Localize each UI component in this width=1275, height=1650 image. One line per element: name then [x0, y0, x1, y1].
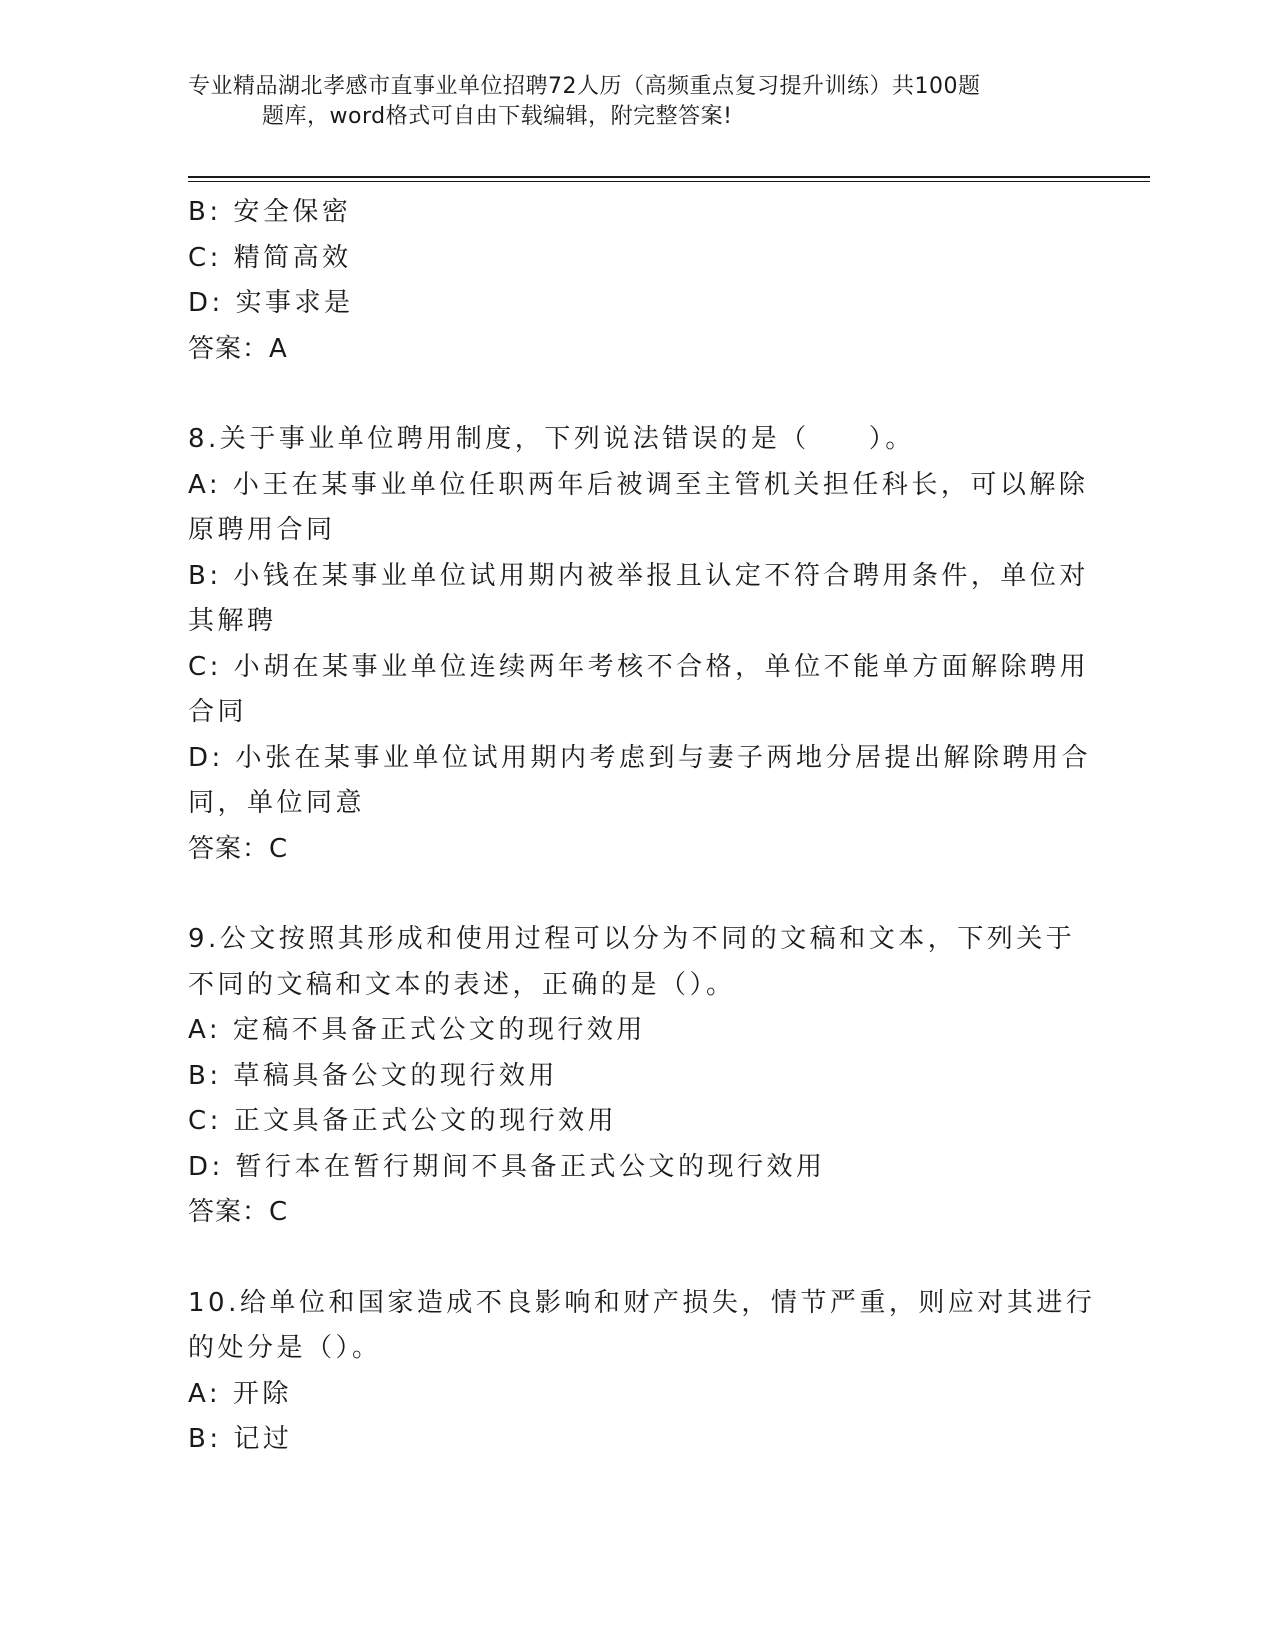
question-gap: [188, 372, 1078, 417]
page-header: [188, 72, 1068, 132]
question-stem: 9.公文按照其形成和使用过程可以分为不同的文稿和文本，下列关于: [188, 924, 1076, 954]
option-d: D: 暂行本在暂行期间不具备正式公文的现行效用: [188, 1151, 826, 1182]
option-a: A: 定稿不具备正式公文的现行效用: [188, 1015, 646, 1045]
question-stem: 10.给单位和国家造成不良影响和财产损失，情节严重，则应对其进行: [188, 1287, 1096, 1318]
question-gap: [188, 872, 1078, 917]
option-d: D: 小张在某事业单位试用期内考虑到与妻子两地分居提出解除聘用合: [188, 742, 1092, 773]
option-a: A: 小王在某事业单位任职两年后被调至主管机关担任科长，可以解除: [188, 469, 1089, 500]
question-stem: 8.关于事业单位聘用制度，下列说法错误的是（ ）。: [188, 424, 915, 454]
header-title-line2: 题库，word格式可自由下载编辑，附完整答案!: [262, 104, 733, 129]
question-10: [188, 1281, 1096, 1463]
question-8: [188, 417, 1092, 872]
option-a: A: 开除: [188, 1378, 292, 1409]
document-body: [188, 190, 1096, 1463]
question-9: [188, 917, 1078, 1236]
header-divider-thin: [188, 181, 1150, 182]
option-c: C: 精简高效: [188, 242, 352, 273]
answer: 答案：C: [188, 833, 289, 864]
question-7-tail: [188, 190, 1078, 372]
option-b: B: 安全保密: [188, 197, 352, 227]
answer: 答案：A: [188, 333, 288, 364]
option-c-continued: 合同: [188, 697, 248, 727]
option-b: B: 记过: [188, 1424, 293, 1454]
option-d-continued: 同，单位同意: [188, 788, 366, 818]
question-stem-continued: 的处分是（）。: [188, 1333, 382, 1363]
option-c: C: 正文具备正式公文的现行效用: [188, 1106, 618, 1136]
question-stem-continued: 不同的文稿和文本的表述，正确的是（）。: [188, 969, 736, 1000]
option-b: B: 小钱在某事业单位试用期内被举报且认定不符合聘用条件，单位对: [188, 560, 1089, 591]
option-b-continued: 其解聘: [188, 606, 277, 636]
header-title-line1: 专业精品湖北孝感市直事业单位招聘72人历（高频重点复习提升训练）共100题: [188, 74, 981, 99]
option-d: D: 实事求是: [188, 288, 354, 318]
answer: 答案：C: [188, 1197, 289, 1227]
option-c: C: 小胡在某事业单位连续两年考核不合格，单位不能单方面解除聘用: [188, 651, 1090, 682]
header-divider-thick: [188, 176, 1150, 178]
option-a-continued: 原聘用合同: [188, 515, 336, 545]
option-b: B: 草稿具备公文的现行效用: [188, 1060, 558, 1091]
question-gap: [188, 1236, 1078, 1281]
